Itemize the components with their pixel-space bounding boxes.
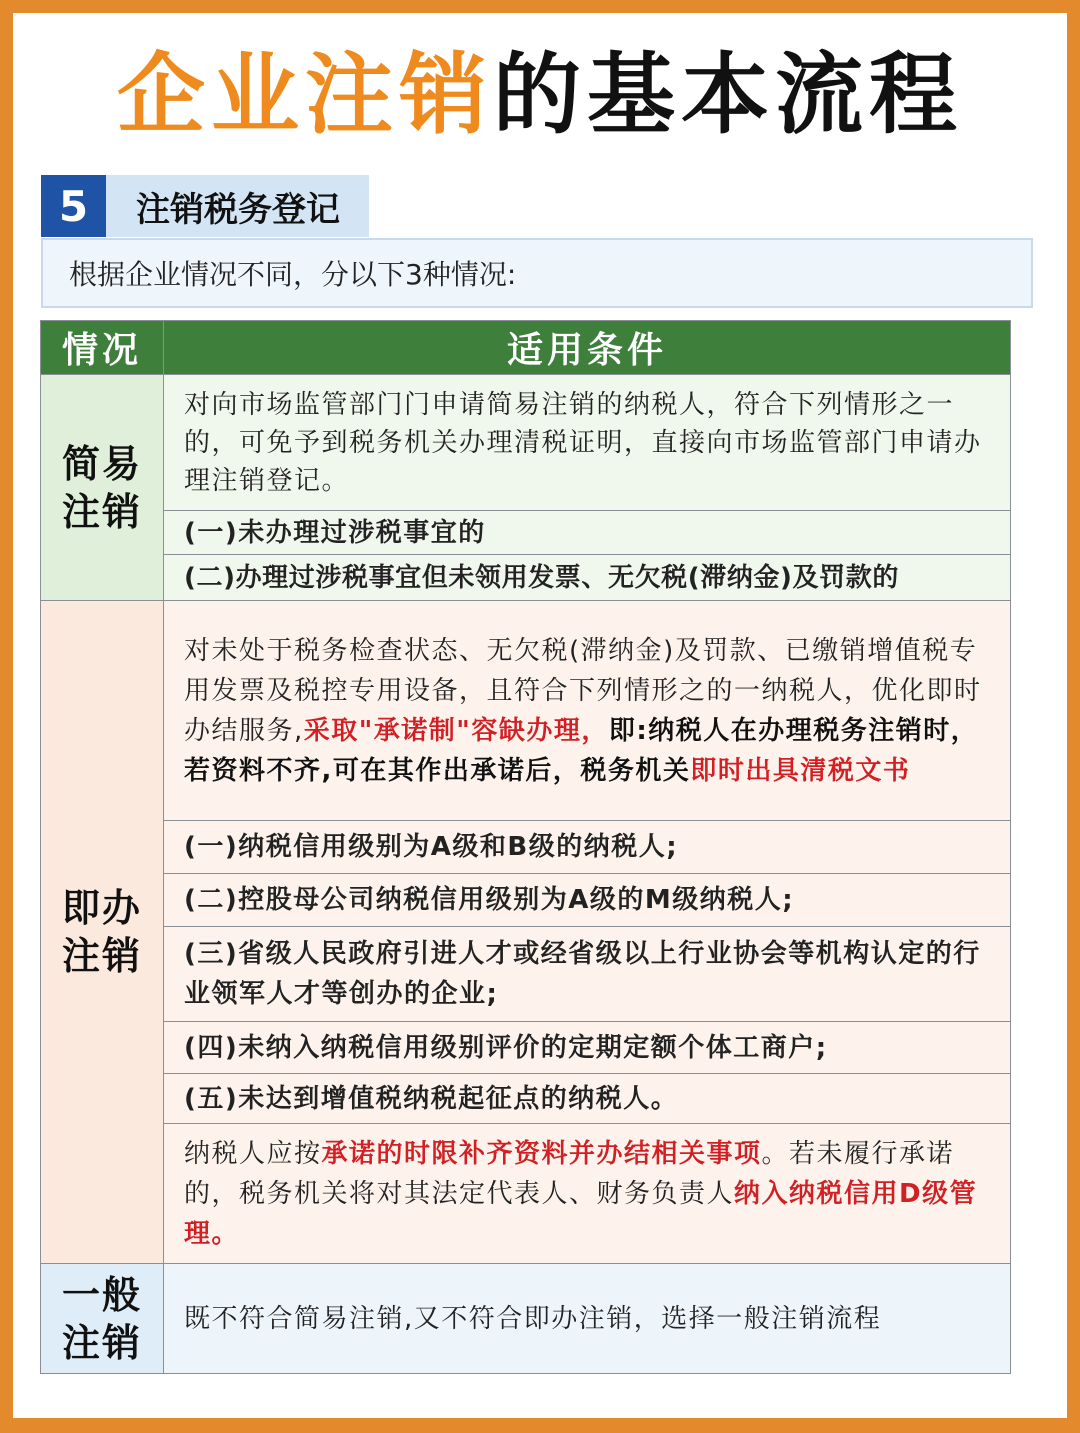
simple-item-1: (一)未办理过涉税事宜的: [164, 511, 1011, 555]
instant-item-1: (一)纳税信用级别为A级和B级的纳税人;: [164, 821, 1011, 874]
header-situation: 情况: [41, 321, 164, 375]
category-simple-label: 简易注销: [62, 441, 143, 534]
table-row: [41, 601, 1011, 821]
table-row: [41, 1022, 1011, 1074]
instant-note-part2: 承诺的时限补齐资料并办结相关事项: [321, 1138, 762, 1169]
simple-item-2: (二)办理过涉税事宜但未领用发票、无欠税(滞纳金)及罚款的: [164, 555, 1011, 601]
instant-note-part1: 纳税人应按: [184, 1138, 322, 1169]
table-row: [41, 1124, 1011, 1264]
step-title: 注销税务登记: [106, 175, 369, 237]
step-number-badge: 5: [41, 175, 106, 237]
table-row: [41, 1074, 1011, 1124]
page-title: [0, 40, 1080, 150]
title-rest: 的基本流程: [493, 43, 964, 146]
table-row: [41, 511, 1011, 555]
table-row: [41, 927, 1011, 1022]
table-row: [41, 1264, 1011, 1374]
title-highlight: 企业注销: [116, 43, 493, 146]
header-conditions: 适用条件: [164, 321, 1011, 375]
table-row: [41, 555, 1011, 601]
instant-note: [164, 1124, 1011, 1264]
category-general-label: 一般注销: [62, 1272, 143, 1365]
category-simple: [41, 375, 164, 601]
instant-item-3: (三)省级人民政府引进人才或经省级以上行业协会等机构认定的行业领军人才等创办的企业;: [164, 927, 1011, 1022]
table-row: [41, 821, 1011, 874]
category-general: [41, 1264, 164, 1374]
step-header: [41, 175, 369, 237]
category-instant: [41, 601, 164, 1264]
instant-note-part4: 纳入纳税信用D级管理。: [184, 1178, 978, 1249]
instant-desc-part4: 即时出具清税文书: [690, 755, 911, 786]
intro-text: 根据企业情况不同，分以下3种情况:: [41, 238, 1033, 308]
general-description: 既不符合简易注销,又不符合即办注销，选择一般注销流程: [164, 1264, 1011, 1374]
instant-description: [164, 601, 1011, 821]
instant-note-part3: 。若未履行承诺的，税务机关将对其法定代表人、财务负责人: [184, 1138, 955, 1209]
instant-desc-part3: 即:纳税人在办理税务注销时，若资料不齐,可在其作出承诺后，税务机关: [184, 715, 979, 786]
table-header-row: [41, 321, 1011, 375]
instant-item-4: (四)未纳入纳税信用级别评价的定期定额个体工商户;: [164, 1022, 1011, 1074]
simple-description: 对向市场监管部门门申请简易注销的纳税人，符合下列情形之一的，可免予到税务机关办理清税证明，直接向市场监管部门申请办理注销登记。: [164, 375, 1011, 511]
instant-desc-part1: 对未处于税务检查状态、无欠税(滞纳金)及罚款、已缴销增值税专用发票及税控专用设备，且符合下列情形之的一纳税人，优化即时办结服务,: [184, 635, 982, 746]
instant-item-2: (二)控股母公司纳税信用级别为A级的M级纳税人;: [164, 874, 1011, 927]
table-row: [41, 874, 1011, 927]
conditions-table: [40, 320, 1011, 1374]
table-row: [41, 375, 1011, 511]
category-instant-label: 即办注销: [62, 886, 143, 978]
instant-item-5: (五)未达到增值税纳税起征点的纳税人。: [164, 1074, 1011, 1124]
instant-desc-part2: 采取"承诺制"容缺办理，: [303, 715, 609, 746]
